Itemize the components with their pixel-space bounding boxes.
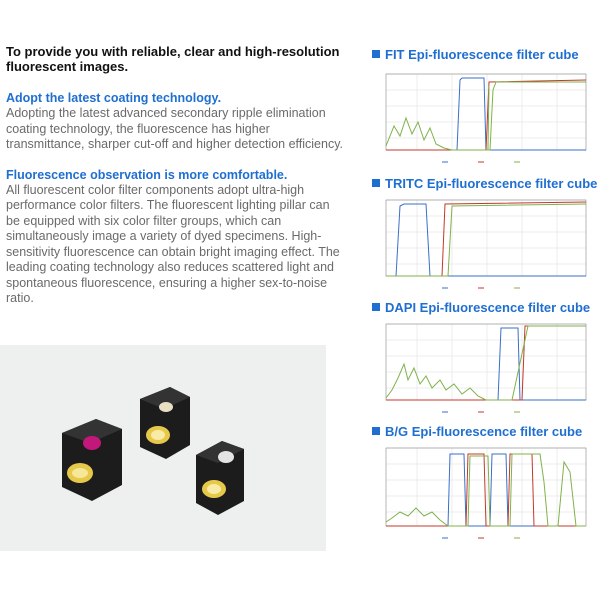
bullet-square-icon <box>372 427 380 435</box>
cube-title-tritc <box>372 176 597 191</box>
section-body-observation: All fluorescent color filter components adopt ultra-high performance color filters. The fluorescent lighting pillar can be equipped with six color filter groups, which can simultaneously image a variety of dyed specimens. High-sensitivity fluorescence can obtain bright imaging effect. The leading coating technology also reduces scattered light and spontaneous fluorescence, ensuring a higher sex-to-noise ratio. <box>6 182 340 305</box>
bullet-square-icon <box>372 303 380 311</box>
cube-title-dapi <box>372 300 590 315</box>
section-body-coating: Adopting the latest advanced secondary ripple elimination coating technology, the fluorescence has higher transmittance, sharper cut-off and higher detection efficiency. <box>6 106 343 151</box>
cube-title-tritc-text: TRITC Epi-fluorescence filter cube <box>385 176 598 191</box>
chart-bg-spectrum <box>372 442 594 548</box>
cube-title-bg-text: B/G Epi-fluorescence filter cube <box>385 424 583 439</box>
cube-title-fit-text: FIT Epi-fluorescence filter cube <box>385 47 579 62</box>
cube-title-bg <box>372 424 582 439</box>
cube-title-dapi-text: DAPI Epi-fluorescence filter cube <box>385 300 591 315</box>
chart-fit-spectrum <box>372 66 594 170</box>
section-title-observation: Fluorescence observation is more comfortable. <box>6 167 288 182</box>
bullet-square-icon <box>372 50 380 58</box>
filter-cube-image <box>62 419 122 501</box>
bullet-square-icon <box>372 179 380 187</box>
section-title-coating: Adopt the latest coating technology. <box>6 91 222 105</box>
cube-title-fit <box>372 47 579 62</box>
intro-heading: To provide you with reliable, clear and high-resolution fluorescent images. <box>6 44 340 74</box>
chart-dapi-spectrum <box>372 318 594 422</box>
chart-tritc-spectrum <box>372 194 594 298</box>
filter-cube-image <box>140 387 190 459</box>
feature-text-column <box>6 44 346 322</box>
filter-cube-image <box>196 441 244 515</box>
filter-cubes-photo <box>0 345 326 551</box>
